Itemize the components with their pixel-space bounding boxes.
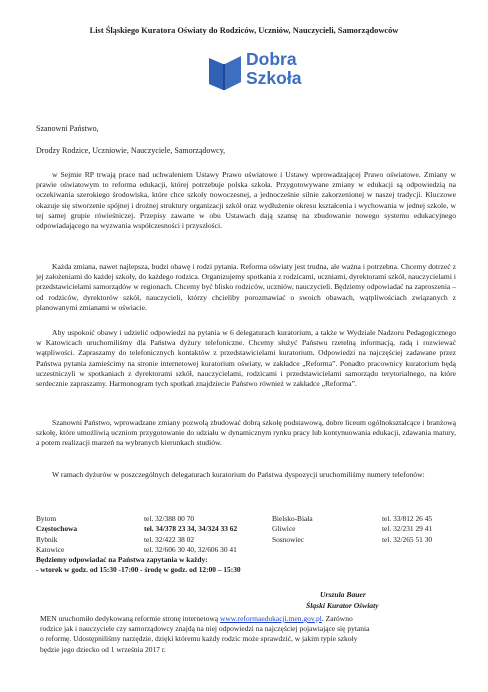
paragraph-2 xyxy=(36,262,456,313)
phone: tel. 32/231 29 41 xyxy=(382,524,433,534)
phone: tel. 32/388 00 70 xyxy=(144,514,195,523)
paragraph-3 xyxy=(36,328,456,389)
phone-row xyxy=(36,524,456,534)
phone: tel. 32/606 30 40, 32/606 30 41 xyxy=(144,544,237,554)
footer-note xyxy=(40,614,460,655)
signature-name: Urszula Bauer xyxy=(320,590,366,599)
paragraph-3-text: Aby uspokoić obawy i udzielić odpowiedzi na pytania w 6 delegaturach kuratorium, a także w Wydziale Nadzoru Pedagogicznego w Katowicach uruchomiliśmy dla Państwa dyżury telefoniczne. Chcemy służyć Państwu rzetelną informacją, radą i rozwiewać wątpliwości. Zapraszamy do telefonicznych kontaktów z przedstawicielami kuratorium. Odpowiedzi na najczęściej zadawane przez Państwa pytania zamieścimy na stronie internetowej kuratorium oświaty, w zakładce „Reforma”. Ponadto pracownicy kuratorium będą uczestniczyli w spotkaniach z dyrektorami szkół, nauczycielami, rodzicami i przedstawicielami samorządu terytorialnego, na które serdecznie zapraszamy. Harmonogram tych spotkań znajdziecie Państwo również w zakładce „Reforma”. xyxy=(36,328,456,389)
phone-row xyxy=(36,514,456,524)
signature-title: Śląski Kurator Oświaty xyxy=(306,601,379,610)
footer-line-4: będzie jego dziecko od 1 września 2017 r. xyxy=(40,644,166,654)
footer-line-3: o reformę. Udostępniliśmy narzędzie, dzięki któremu każdy rodzic może sprawdzić, w jakim typie szkoły xyxy=(40,634,358,644)
phone-table xyxy=(36,514,456,576)
hours-title-text: Będziemy odpowiadać na Państwa zapytania w każdy: xyxy=(36,555,208,565)
dobra-szkola-logo-text xyxy=(246,50,301,88)
paragraph-1-text: w Sejmie RP trwają prace nad uchwaleniem Ustawy Prawo oświatowe i Ustawy wprowadzającej Prawo oświatowe. Zmiany w prawie oświatowym to reforma edukacji, której potrzebuje polska szkoła. Przygotowywane zmiany w edukacji są odpowiedzią na oczekiwania szerokiego środowiska, które chce szkoły nowoczesnej, a jednocześnie silnie zakorzenionej w naszej tradycji. Kluczowe okazuje się stworzenie spójnej i drożnej struktury organizacji szkół oraz wydłużenie okresu kształcenia i wychowania w jednej szkole, w tej samej grupie rówieśniczej. Przepisy zawarte w obu Ustawach dają szansę na zbudowanie nowego systemu edukacyjnego odpowiadającego na wyzwania współczesności i przyszłości. xyxy=(36,170,456,231)
city: Sosnowiec xyxy=(272,534,305,544)
footer-line-1-text: MEN uruchomiło dedykowaną reformie stronę internetową xyxy=(40,614,219,623)
letter-header-title: List Śląskiego Kuratora Oświaty do Rodziców, Uczniów, Nauczycieli, Samorządowców xyxy=(89,26,399,35)
paragraph-5 xyxy=(36,470,456,480)
phone-row xyxy=(36,545,456,555)
footer-line-1-end: . Zarówno xyxy=(321,614,353,623)
hours-text xyxy=(36,565,456,575)
phone: tel. 33/812 26 45 xyxy=(382,514,433,523)
hours-title xyxy=(36,555,456,565)
reforma-link[interactable]: www.reformaedukacji.men.gov.pl xyxy=(219,614,322,623)
footer-line-2: rodzice jak i nauczyciele czy samorządowcy znajdą na niej odpowiedzi na najczęściej pojawiające się pytania xyxy=(40,624,370,634)
paragraph-1 xyxy=(36,170,456,231)
logo-line-1: Dobra xyxy=(246,49,297,69)
salutation-2: Drodzy Rodzice, Uczniowie, Nauczyciele, Samorządowcy, xyxy=(36,146,226,155)
paragraph-5-text: W ramach dyżurów w poszczególnych delegaturach kuratorium do Państwa dyspozycji uruchomiliśmy numery telefonów: xyxy=(52,470,425,479)
hours-text-value: - wtorek w godz. od 15:30 -17:00 - środę w godz. od 12:00 – 15:30 xyxy=(36,565,241,575)
logo-line-2: Szkoła xyxy=(246,68,302,88)
phone: tel. 34/378 23 34, 34/324 33 62 xyxy=(144,524,238,534)
paragraph-2-text: Każda zmiana, nawet najlepsza, budzi obawę i rodzi pytania. Reforma oświaty jest trudna, ale ważna i potrzebna. Chcemy dotrzeć z jej założeniami do każdej szkoły, do każdego rodzica. Organizujemy spotkania z rodzicami, uczniami, dyrektorami szkół, nauczycielami i przedstawicielami samorządów w regionach. Chcemy być blisko rodziców, uczniów, nauczycieli. Będziemy odpowiadać na zaproszenia – od rodziców, dyrektorów szkół, nauczycieli, którzy chcieliby porozmawiać o swoich obawach, wątpliwościach związanych z planowanymi zmianami w oświacie. xyxy=(36,262,456,312)
phone: tel. 32/422 38 02 xyxy=(144,534,195,544)
city: Rybnik xyxy=(36,534,58,544)
city: Katowice xyxy=(36,544,65,554)
salutation-1: Szanowni Państwo, xyxy=(36,124,99,133)
paragraph-4 xyxy=(36,418,456,449)
phone: tel. 32/265 51 30 xyxy=(382,534,433,544)
phone-row xyxy=(36,535,456,545)
city: Gliwice xyxy=(272,524,296,534)
city: Bielsko-Biała xyxy=(272,514,313,523)
city: Częstochowa xyxy=(36,524,78,534)
city: Bytom xyxy=(36,514,57,523)
footer-line-1 xyxy=(40,614,460,624)
paragraph-4-text: Szanowni Państwo, wprowadzane zmiany pozwolą zbudować dobrą szkołę podstawową, dobre liceum ogólnokształcące i branżową szkołę, które umożliwią uczniom przygotowanie do udziału w dynamicznym rynku pracy lub kontynuowania edukacji, zdawania matury, a potem realizacji marzeń na wybranych kierunkach studiów. xyxy=(36,418,456,448)
